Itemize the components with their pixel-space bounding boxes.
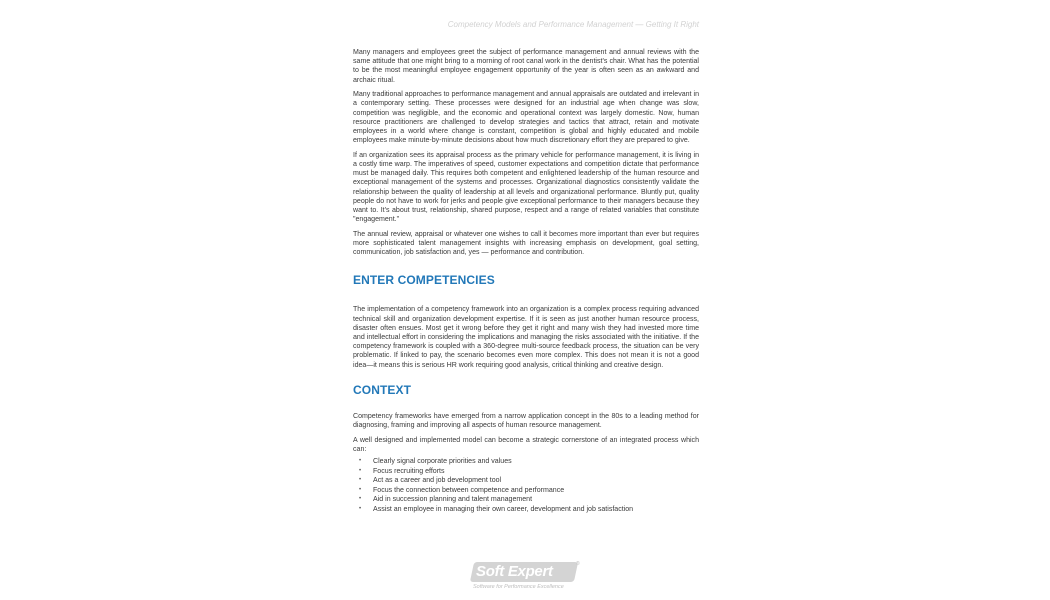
logo-tagline: Software for Performance Excellence (473, 584, 564, 590)
list-item-text: Clearly signal corporate priorities and values (373, 458, 512, 466)
list-item-text: Act as a career and job development tool (373, 477, 502, 485)
context-bullet-list (353, 457, 699, 515)
bullet-icon: • (359, 506, 362, 513)
heading-context: CONTEXT (353, 382, 412, 397)
list-item (353, 457, 699, 467)
logo-brand-text: Soft Expert (476, 563, 553, 580)
softexpert-logo (472, 562, 582, 594)
heading-enter-competencies: ENTER COMPETENCIES (353, 273, 495, 288)
list-item (353, 486, 699, 496)
intro-paragraph-2: Many traditional approaches to performance management and annual appraisals are outdated and irrelevant in a contemporary setting. These processes were designed for an industrial age when change was slow, competition was negligible, and the economic and operational context was largely domestic. Now, human resource practitioners are challenged to develop strategies and tactics that attract, retain and motivate employees in a world where change is constant, competition is global and highly educated and mobile employees make minute-by-minute decisions about how much discretionary effort they are prepared to give. (353, 91, 699, 145)
bullet-icon: • (359, 486, 362, 493)
context-paragraph-1: Competency frameworks have emerged from a narrow application concept in the 80s to a leading method for diagnosing, framing and improving all aspects of human resource management. (353, 412, 699, 430)
registered-mark: ® (576, 561, 580, 567)
bullet-icon: • (359, 477, 362, 484)
list-item-text: Focus the connection between competence and performance (373, 486, 565, 494)
bullet-icon: • (359, 496, 362, 503)
list-item-text: Aid in succession planning and talent management (373, 496, 533, 504)
context-paragraph-2: A well designed and implemented model can become a strategic cornerstone of an integrated process which can: (353, 436, 699, 453)
intro-paragraph-4: The annual review, appraisal or whatever one wishes to call it becomes more important than ever but requires more sophisticated talent management insights with increasing emphasis on development, goal setting, communication, job satisfaction and, yes — performance and contribution. (353, 230, 699, 257)
list-item (353, 505, 699, 515)
list-item (353, 495, 699, 505)
intro-paragraph-1: Many managers and employees greet the subject of performance management and annual reviews with the same attitude that one might bring to a morning of root canal work in the dentist's chair. What has the potential to be the most meaningful employee engagement opportunity of the year is often seen as an awkward and archaic ritual. (353, 49, 699, 84)
list-item (353, 476, 699, 486)
list-item (353, 467, 699, 477)
enter-competencies-paragraph: The implementation of a competency framework into an organization is a complex process requiring advanced technical skill and organization development expertise. If it is seen as just another human resource process, disaster often ensues. Most get it wrong before they get it right and many wish they had invested more time and intellectual effort in considering the implications and managing the risks associated with the initiative. If the competency framework is coupled with a 360-degree multi-source feedback process, the situation can be very problematic. If linked to pay, the scenario becomes even more complex. This does not mean it is not a good idea—it means this is serious HR work requiring good analysis, critical thinking and creative design. (353, 306, 699, 369)
document-body (353, 48, 699, 515)
intro-paragraph-3: If an organization sees its appraisal process as the primary vehicle for performance management, it is living in a costly time warp. The imperatives of speed, customer expectations and competition dictate that performance must be managed daily. This requires both competent and enlightened leadership of the human resource and exceptional management of the systems and processes. Organizational diagnostics consistently validate the relationship between the quality of leadership at all levels and organizational performance. Bluntly put, quality people do not have to work for jerks and people give exceptional performance to their managers because they want to. It's about trust, relationship, shared purpose, respect and a range of related variables that constitute "engagement." (353, 151, 699, 224)
list-item-text: Focus recruiting efforts (373, 467, 445, 475)
running-header: Competency Models and Performance Management — Getting It Right (447, 20, 699, 29)
document-page (353, 16, 699, 600)
bullet-icon: • (359, 458, 362, 465)
bullet-icon: • (359, 467, 362, 474)
list-item-text: Assist an employee in managing their own career, development and job satisfaction (373, 506, 634, 514)
